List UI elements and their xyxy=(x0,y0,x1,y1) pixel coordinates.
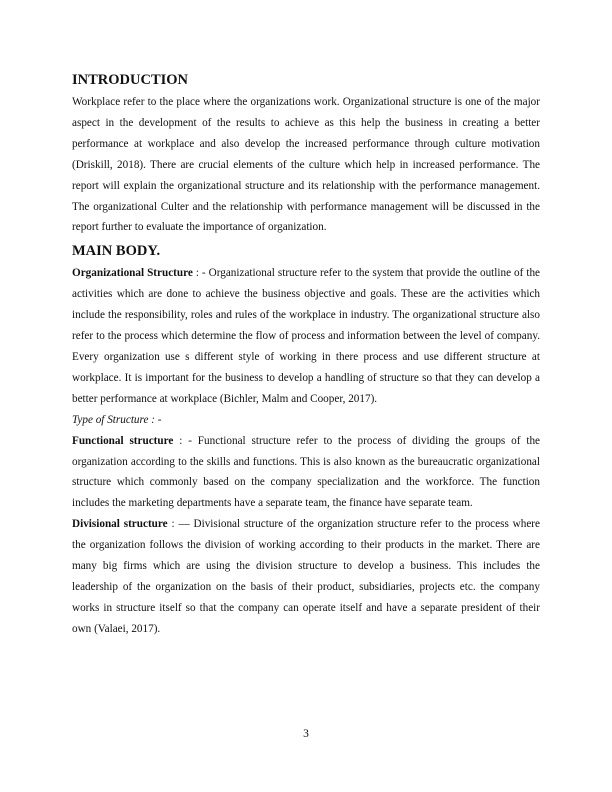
organizational-structure-label: Organizational Structure xyxy=(72,267,193,280)
introduction-paragraph: Workplace refer to the place where the organizations work. Organizational structure is one of the major aspect in the development of the results to achieve as this help the business in creating a better performance at workplace and also develop the increased performance through culture motivation (Driskill, 2018). There are crucial elements of the culture which help in increased performance. The report will explain the organizational structure and its relationship with the performance management. The organizational Culter and the relationship with performance management will be discussed in the report further to evaluate the importance of organization. xyxy=(72,96,540,234)
page-number: 3 xyxy=(303,728,309,740)
divisional-structure-text: : — Divisional structure of the organization structure refer to the process where the organization follows the division of working according to their products in the market. There are many big firms which are using the division structure to develop a business. This includes the leadership of the organization on the basis of their product, subsidiaries, projects etc. the company works in structure itself so that the company can operate itself and have a separate president of their own (Valaei, 2017). xyxy=(72,518,541,635)
functional-structure-text: : - Functional structure refer to the process of dividing the groups of the organization according to the skills and functions. This is also known as the bureaucratic organizational structure which commonly based on the company specialization and the workforce. The function includes the marketing departments have a separate team, the finance have separate team. xyxy=(72,434,540,510)
functional-structure-paragraph xyxy=(72,431,540,515)
organizational-structure-text: : - Organizational structure refer to the system that provide the outline of the activities which are done to achieve the business objective and goals. These are the activities which include the responsibility, roles and rules of the workplace in industry. The organizational structure also refer to the process which determine the flow of process and information between the level of company. Every organization use s different style of working in there process and use different structure at workplace. It is important for the business to develop a handling of structure so that they can develop a better performance at workplace (Bichler, Malm and Cooper, 2017). xyxy=(72,267,541,405)
main-body-heading: MAIN BODY. xyxy=(72,243,161,260)
divisional-structure-label: Divisional structure xyxy=(72,518,168,531)
introduction-heading: INTRODUCTION xyxy=(72,72,189,88)
page-content xyxy=(72,71,540,640)
type-of-structure-subheading: Type of Structure : - xyxy=(72,413,162,426)
organizational-structure-paragraph xyxy=(72,263,540,409)
divisional-structure-paragraph xyxy=(72,514,540,639)
functional-structure-label: Functional structure xyxy=(72,434,174,447)
